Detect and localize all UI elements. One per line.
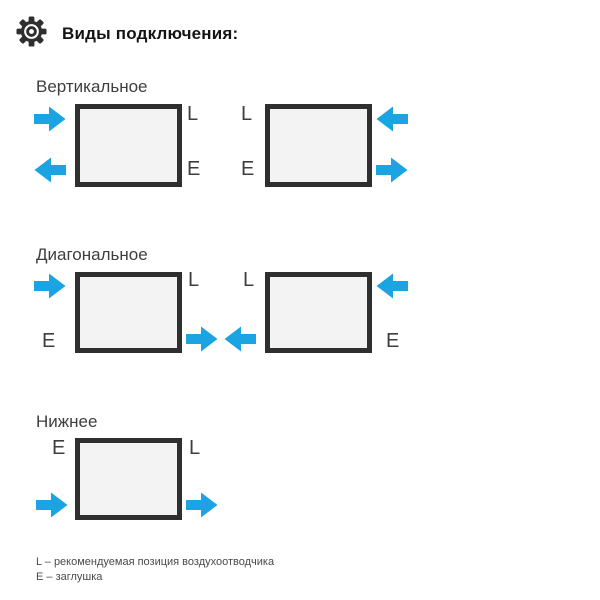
flow-arrow-right-icon (34, 106, 66, 132)
legend-line-E: E – заглушка (36, 571, 103, 583)
port-label-E: E (386, 330, 400, 352)
port-label-E: E (52, 437, 66, 459)
port-label-E: E (187, 158, 201, 180)
port-label-L: L (187, 103, 199, 125)
legend-line-L: L – рекомендуемая позиция воздухоотводчика (36, 556, 275, 568)
port-label-L: L (243, 269, 255, 291)
flow-arrow-left-icon (376, 106, 408, 132)
port-label-L: L (188, 269, 200, 291)
flow-arrow-left-icon (224, 326, 256, 352)
radiator-rect (75, 104, 182, 187)
radiator-rect (75, 438, 182, 520)
port-label-E: E (42, 330, 56, 352)
gear-icon (16, 16, 47, 47)
port-label-E: E (241, 158, 255, 180)
radiator-rect (265, 104, 372, 187)
flow-arrow-right-icon (186, 326, 218, 352)
flow-arrow-right-icon (186, 492, 218, 518)
flow-arrow-right-icon (36, 492, 68, 518)
port-label-L: L (241, 103, 253, 125)
port-label-L: L (189, 437, 201, 459)
page-title: Виды подключения: (62, 24, 239, 43)
flow-arrow-left-icon (376, 273, 408, 299)
section-label-diagonal: Диагональное (36, 245, 148, 264)
flow-arrow-right-icon (376, 157, 408, 183)
section-label-vertical: Вертикальное (36, 77, 148, 96)
radiator-rect (265, 272, 372, 353)
section-label-bottom: Нижнее (36, 412, 98, 431)
radiator-rect (75, 272, 182, 353)
flow-arrow-right-icon (34, 273, 66, 299)
flow-arrow-left-icon (34, 157, 66, 183)
